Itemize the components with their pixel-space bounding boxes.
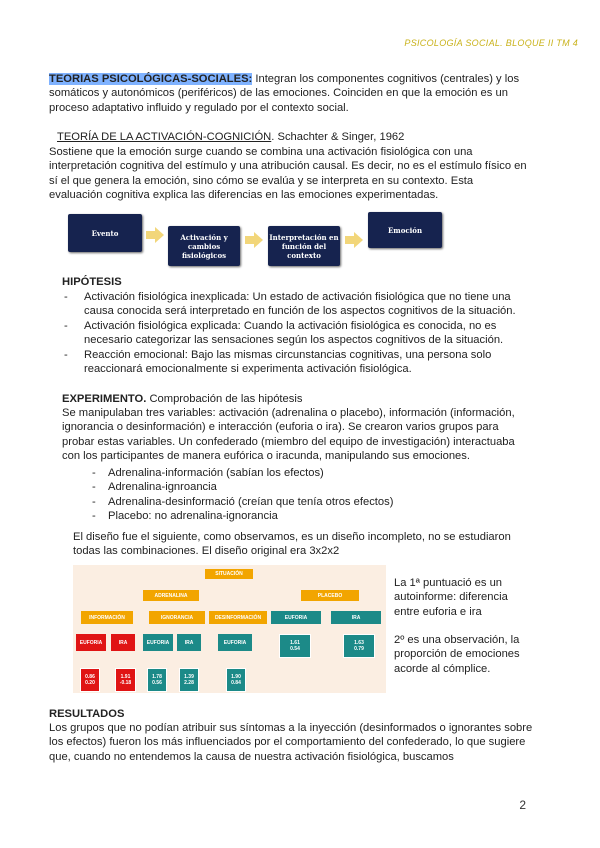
ignorancia-label: IGNORANCIA xyxy=(149,611,205,624)
intro-paragraph xyxy=(49,72,529,115)
euforia-cell: EUFORIA xyxy=(143,634,173,651)
value: 1.90 xyxy=(231,674,241,680)
value: 0.54 xyxy=(290,646,300,652)
adrenalina-label: ADRENALINA xyxy=(143,590,199,601)
results-title: RESULTADOS xyxy=(49,708,125,720)
ira-cell: IRA xyxy=(111,634,135,651)
flow-arrow-1 xyxy=(146,227,164,243)
group-item: - Adrenalina-ignroancia xyxy=(92,480,522,494)
group-item: - Adrenalina-desinformació (creían que tenía otros efectos) xyxy=(92,495,522,509)
flow-box-interpretacion: Interpretación en función del contexto xyxy=(268,226,340,266)
theory-text: Sostiene que la emoción surge cuando se combina una activación fisiológica con una interpretación cognitiva del estímulo y una atribución causal. Es decir, no es el estímulo físico en sí el que genera la emoción, sino cómo se evalúa y se interpreta en su contexto. Esta evaluación cognitiva explica las diferencias en las emociones experimentadas. xyxy=(49,146,527,202)
ira-header: IRA xyxy=(331,611,381,624)
euforia-cell: EUFORIA xyxy=(218,634,252,651)
placebo-euforia-values xyxy=(279,634,311,658)
hypothesis-title: HIPÓTESIS xyxy=(62,276,122,288)
value: -0.18 xyxy=(119,680,132,686)
flow-box-activacion: Activación y cambios fisiológicos xyxy=(168,226,240,266)
group-item: - Adrenalina-información (sabían los efectos) xyxy=(92,466,522,480)
experiment-text: Se manipulaban tres variables: activación (adrenalina o placebo), información (información, ignorancia o desinformación) e interacción (euforia o ira). Se crearon varios grupos para probar estas variables. Un confederado (miembro del equipo de investigación) interactuaba con los participantes de manera eufórica o iracunda, manipulando sus emociones. xyxy=(62,407,515,463)
hypothesis-item: - Activación fisiológica explicada: Cuando la activación fisiológica es conocida, no es necesario categorizar las sensaciones según los aspectos cognitivos de la situación. xyxy=(62,319,532,348)
ign-ira-values xyxy=(179,668,199,692)
value: 0.20 xyxy=(85,680,95,686)
side-note-1: La 1ª puntuació es un autoinforme: diferencia entre euforia e ira xyxy=(394,577,508,618)
experiment-heading xyxy=(62,392,542,406)
flow-arrow-2 xyxy=(245,232,263,248)
theory-title: TEORÍA DE LA ACTIVACIÓN-COGNICIÓN xyxy=(57,131,272,143)
des-euforia-values xyxy=(226,668,246,692)
theory-authors: . Schachter & Singer, 1962 xyxy=(271,131,405,143)
value: 2.28 xyxy=(184,680,194,686)
desinformacion-label: DESINFORMACIÓN xyxy=(209,611,267,624)
intro-text: Integran los componentes cognitivos (centrales) y los somáticos y autonómicos (periféricos) de las emociones. Coinciden en que la emoción es un proceso adaptativo influido y regulado por el contexto social. xyxy=(49,73,520,114)
value: 1.39 xyxy=(184,674,194,680)
side-note-2: 2º es una observación, la proporción de emociones acorde al cómplice. xyxy=(394,634,520,675)
page-header: PSICOLOGÍA SOCIAL. BLOQUE II TM 4 xyxy=(404,38,578,48)
hypothesis-item: - Activación fisiológica inexplicada: Un estado de activación fisiológica que no tiene una causa conocida será interpretado en función de los aspectos cognitivos de la situación. xyxy=(62,290,532,319)
results-text: Los grupos que no podían atribuir sus síntomas a la inyección (desinformados o ignorantes sobre los efectos) fueron los más influenciados por el comportamiento del confederado, lo que sugiere que, cuando no entendemos la causa de nuestra activación fisiológica, buscamos xyxy=(49,722,533,763)
value: 0.86 xyxy=(85,674,95,680)
placebo-label: PLACEBO xyxy=(301,590,359,601)
placebo-ira-values xyxy=(343,634,375,658)
value: 1.78 xyxy=(152,674,162,680)
value: 0.84 xyxy=(231,680,241,686)
flow-box-emocion: Emoción xyxy=(368,212,442,248)
intro-title: TEORIAS PSICOLÓGICAS-SOCIALES: xyxy=(49,73,253,85)
ira-cell: IRA xyxy=(177,634,201,651)
ign-euforia-values xyxy=(147,668,167,692)
experiment-groups xyxy=(92,466,522,524)
euforia-cell: EUFORIA xyxy=(76,634,106,651)
value: 1.61 xyxy=(290,640,300,646)
experiment-title: EXPERIMENTO. xyxy=(62,393,147,405)
design-text: El diseño fue el siguiente, como observamos, es un diseño incompleto, no se estudiaron todas las combinaciones. El diseño original era 3x2x2 xyxy=(73,531,511,558)
value: 1.63 xyxy=(354,640,364,646)
inf-ira-values xyxy=(115,668,136,692)
flow-arrow-3 xyxy=(345,232,363,248)
value: 1.91 xyxy=(120,674,131,680)
experiment-subtitle: Comprobación de las hipótesis xyxy=(146,393,303,405)
hypothesis-item: - Reacción emocional: Bajo las mismas circunstancias cognitivas, una persona solo reaccionará emocionalmente si experimenta activación fisiológica. xyxy=(62,348,532,377)
group-item: - Placebo: no adrenalina-ignorancia xyxy=(92,509,522,523)
informacion-label: INFORMACIÓN xyxy=(81,611,133,624)
design-diagram xyxy=(73,565,386,693)
page-number: 2 xyxy=(519,798,526,812)
hypothesis-list xyxy=(62,290,532,376)
euforia-header: EUFORIA xyxy=(271,611,321,624)
inf-euforia-values xyxy=(80,668,100,692)
value: 0.56 xyxy=(152,680,162,686)
situacion-label: SITUACIÓN xyxy=(205,569,253,579)
theory-heading xyxy=(49,130,529,144)
flow-box-evento: Evento xyxy=(68,214,142,252)
value: 0.79 xyxy=(354,646,364,652)
